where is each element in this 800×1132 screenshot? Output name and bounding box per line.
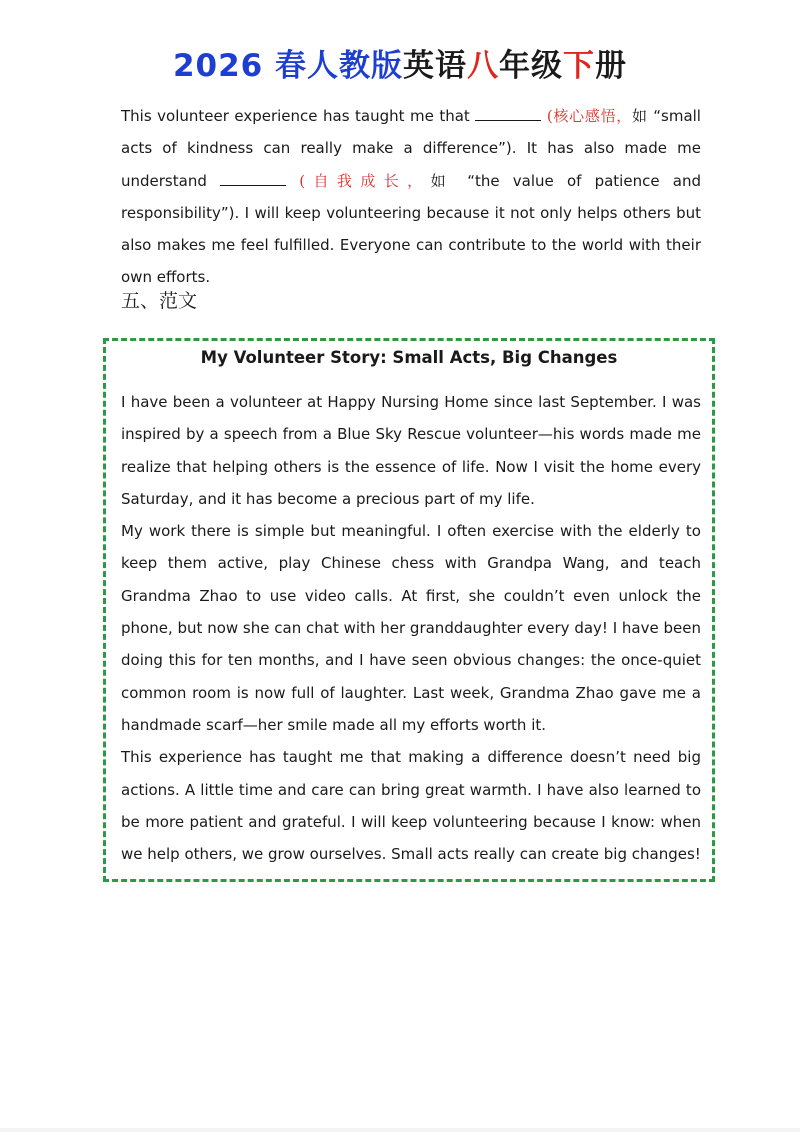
section-heading-model-essay: 五、范文: [121, 290, 198, 312]
essay-paragraph-3: This experience has taught me that making a difference doesn’t need big actions. A little time and care can bring great warmth. I have also learned to be more patient and grateful. I will keep volunteering because I know: when we help others, we grow ourselves. Small acts really can create big changes!: [121, 748, 701, 864]
fill-in-blank-1: [475, 108, 541, 121]
essay-paragraph-2: My work there is simple but meaningful. I often exercise with the elderly to keep them active, play Chinese chess with Grandpa Wang, and teach Grandma Zhao to use video calls. At first, she couldn’t even unlock the phone, but now she can chat with her granddaughter every day! I have been doing this for ten months, and I have seen obvious changes: the once-quiet common room is now full of laughter. Last week, Grandma Zhao gave me a handmade scarf—her smile made all my efforts worth it.: [121, 522, 701, 734]
title-subject: 英语: [403, 48, 468, 84]
intro-sentence-1: This volunteer experience has taught me that: [121, 107, 470, 125]
conclusion-template-paragraph: [121, 100, 701, 294]
essay-title: My Volunteer Story: Small Acts, Big Changes: [200, 348, 618, 367]
essay-body: [121, 386, 701, 870]
hint-core-insight: (核心感悟，: [546, 107, 633, 125]
hint-self-growth: (自我成长，: [299, 171, 431, 190]
title-grade-series: 2026 春人教版: [172, 48, 404, 84]
intro-example-2: 如 “the value of patience and responsibility”). I will keep volunteering because it not only helps others but also makes me feel fulfilled. Everyone can contribute to the world with their own efforts.: [121, 171, 701, 287]
title-grade-number: 八: [467, 48, 500, 84]
essay-paragraph-1: I have been a volunteer at Happy Nursing Home since last September. I was inspired by a speech from a Blue Sky Rescue volunteer—his words made me realize that helping others is the essence of life. Now I visit the home every Saturday, and it has become a precious part of my life.: [121, 393, 701, 508]
title-volume-mark: 下: [563, 48, 596, 84]
title-volume-word: 册: [595, 48, 628, 84]
page-bottom-edge: [0, 1128, 800, 1132]
intro-example-1: 如 “small acts of kindness can really make a difference”). It has also made me understand: [121, 107, 701, 190]
title-grade-word: 年级: [499, 48, 564, 84]
page-header-title: [0, 44, 800, 88]
fill-in-blank-2: [220, 173, 286, 186]
